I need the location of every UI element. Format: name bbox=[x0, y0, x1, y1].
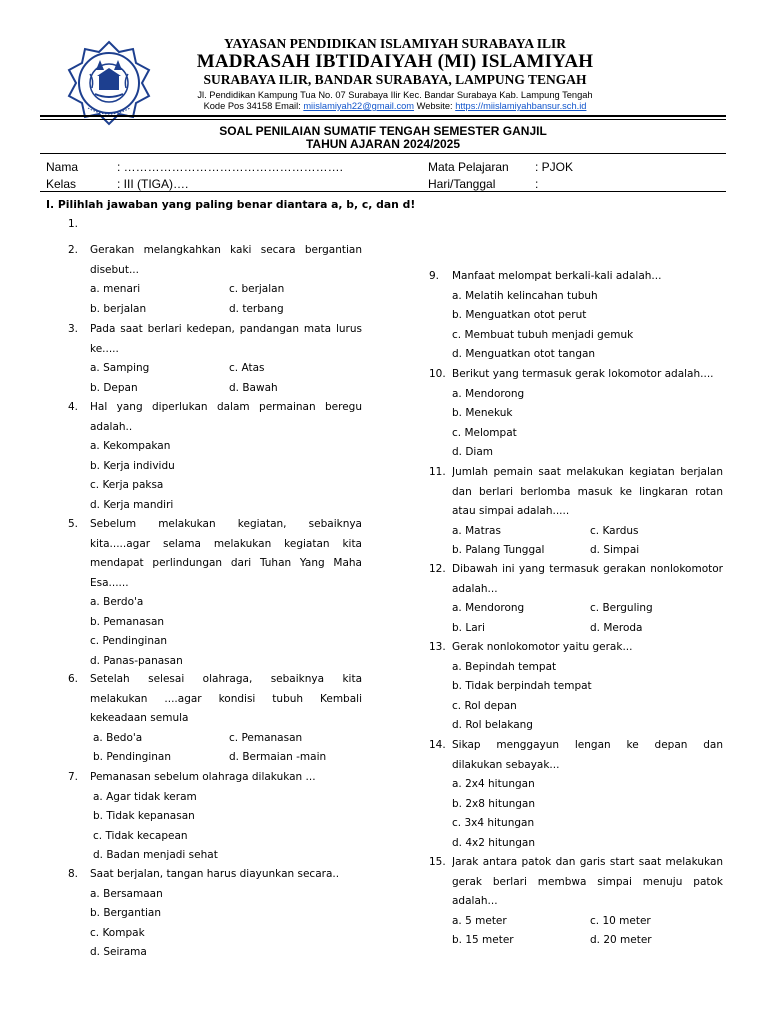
class-label: Kelas bbox=[46, 177, 77, 191]
answer-option[interactable]: d. Bermaian -main bbox=[229, 751, 327, 763]
answer-option[interactable]: d. Bawah bbox=[229, 381, 278, 394]
school-location: SURABAYA ILIR, BANDAR SURABAYA, LAMPUNG TENGAH bbox=[203, 72, 587, 87]
school-logo-icon bbox=[66, 40, 152, 126]
answer-option[interactable]: c. Melompat bbox=[452, 426, 517, 439]
question-text-line: melakukan ....agar kondisi tubuh Kembali bbox=[90, 692, 362, 705]
question-text-line: kekeadaan semula bbox=[90, 712, 189, 724]
answer-option[interactable]: c. Pemanasan bbox=[229, 731, 303, 744]
postal-code: Kode Pos 34158 Email: bbox=[203, 101, 304, 111]
answer-option[interactable]: a. Agar tidak keram bbox=[93, 790, 197, 803]
question-text-line: Gerakan melangkahkan kaki secara bergantian bbox=[90, 244, 362, 256]
question-text-line: atau simpai adalah..... bbox=[452, 505, 570, 517]
school-name: MADRASAH IBTIDAIYAH (MI) ISLAMIYAH bbox=[196, 51, 594, 72]
name-label: Nama bbox=[46, 160, 79, 174]
answer-option[interactable]: a. Samping bbox=[90, 362, 150, 374]
answer-option[interactable]: c. Rol depan bbox=[452, 699, 517, 712]
answer-option[interactable]: b. Menekuk bbox=[452, 407, 513, 419]
question-text-line: Manfaat melompat berkali-kali adalah... bbox=[452, 270, 662, 282]
answer-option[interactable]: d. Simpai bbox=[590, 544, 640, 556]
answer-option[interactable]: a. Mendorong bbox=[452, 602, 525, 614]
subject-value: : PJOK bbox=[535, 160, 574, 174]
answer-option[interactable]: c. Kerja paksa bbox=[90, 479, 164, 491]
exam-title: SOAL PENILAIAN SUMATIF TENGAH SEMESTER GANJIL bbox=[219, 124, 547, 138]
answer-option[interactable]: a. Bepindah tempat bbox=[452, 660, 557, 673]
question-number: 6. bbox=[68, 673, 79, 685]
question-text-line: Gerak nonlokomotor yaitu gerak... bbox=[452, 641, 633, 653]
question-text-line: Berikut yang termasuk gerak lokomotor adalah.... bbox=[452, 368, 714, 380]
question-number: 7. bbox=[68, 771, 79, 783]
question-text-line: Saat berjalan, tangan harus diayunkan secara.. bbox=[90, 868, 340, 880]
day-date-field[interactable]: : bbox=[535, 177, 539, 191]
question-text-line: Sebelum melakukan kegiatan, sebaiknya bbox=[90, 518, 362, 530]
question-text-line: Pemanasan sebelum olahraga dilakukan ... bbox=[90, 771, 316, 783]
question-number: 3. bbox=[68, 323, 79, 335]
question-text-line: Hal yang diperlukan dalam permainan beregu bbox=[90, 401, 362, 413]
question-text-line: dan berlari berlomba masuk ke lingkaran rotan bbox=[452, 485, 723, 498]
foundation-name: YAYASAN PENDIDIKAN ISLAMIYAH SURABAYA ILIR bbox=[223, 36, 567, 51]
meta-divider bbox=[40, 191, 726, 192]
question-number: 5. bbox=[68, 518, 79, 530]
answer-option[interactable]: b. Tidak kepanasan bbox=[93, 810, 195, 822]
answer-option[interactable]: b. berjalan bbox=[90, 302, 147, 315]
title-divider bbox=[40, 153, 726, 154]
answer-option[interactable]: b. Lari bbox=[452, 621, 485, 634]
question-text-line: adalah... bbox=[452, 895, 498, 907]
answer-option[interactable]: d. Seirama bbox=[90, 946, 147, 958]
subject-label: Mata Pelajaran bbox=[428, 160, 509, 174]
question-text-line: ke..... bbox=[90, 342, 119, 355]
answer-option[interactable]: b. Pendinginan bbox=[93, 751, 171, 763]
question-text-line: adalah.. bbox=[90, 420, 133, 433]
website-label: Website: bbox=[414, 101, 456, 111]
answer-option[interactable]: a. Mendorong bbox=[452, 387, 525, 400]
answer-option[interactable]: d. Kerja mandiri bbox=[90, 498, 174, 511]
answer-option[interactable]: b. Depan bbox=[90, 381, 138, 394]
answer-option[interactable]: b. 15 meter bbox=[452, 934, 514, 946]
question-number: 11. bbox=[429, 466, 446, 478]
answer-option[interactable]: d. Rol belakang bbox=[452, 719, 533, 731]
question-text-line: mendapat perlindungan dari Tuhan Yang Maha bbox=[90, 557, 362, 569]
question-text-line: Sikap menggayun lengan ke depan dan bbox=[452, 739, 723, 751]
answer-option[interactable]: b. Bergantian bbox=[90, 907, 162, 919]
answer-option[interactable]: a. menari bbox=[90, 283, 141, 295]
answer-option[interactable]: c. berjalan bbox=[229, 283, 285, 295]
answer-option[interactable]: c. Atas bbox=[229, 362, 265, 374]
answer-option[interactable]: a. Matras bbox=[452, 524, 501, 537]
answer-option[interactable]: d. Diam bbox=[452, 446, 494, 458]
answer-option[interactable]: c. Kardus bbox=[590, 524, 639, 537]
answer-option[interactable]: d. 20 meter bbox=[590, 934, 652, 946]
email-link[interactable]: miislamiyah22@gmail.com bbox=[303, 101, 415, 111]
question-text-line: disebut... bbox=[90, 263, 139, 276]
question-text-line: kita.....agar selama melakukan kegiatan kita bbox=[90, 537, 362, 550]
answer-option[interactable]: d. Meroda bbox=[590, 621, 643, 634]
name-field[interactable]: : ………………………………………………. bbox=[117, 160, 344, 174]
question-number: 4. bbox=[68, 401, 79, 413]
question-number: 8. bbox=[68, 868, 79, 880]
answer-option[interactable]: b. Tidak berpindah tempat bbox=[452, 680, 592, 692]
question-number: 13. bbox=[429, 641, 446, 653]
exam-year: TAHUN AJARAN 2024/2025 bbox=[305, 137, 461, 151]
answer-option[interactable]: c. Berguling bbox=[590, 602, 653, 614]
answer-option[interactable]: c. Membuat tubuh menjadi gemuk bbox=[452, 328, 634, 341]
answer-option[interactable]: c. 10 meter bbox=[590, 914, 651, 927]
answer-option[interactable]: b. Kerja individu bbox=[90, 459, 175, 472]
class-field[interactable]: : III (TIGA)…. bbox=[117, 177, 189, 191]
question-text-line: Dibawah ini yang termasuk gerakan nonlokomotor bbox=[452, 563, 723, 575]
answer-option[interactable]: d. Menguatkan otot tangan bbox=[452, 348, 596, 360]
answer-option[interactable]: b. Menguatkan otot perut bbox=[452, 309, 587, 321]
answer-option[interactable]: a. 2x4 hitungan bbox=[452, 778, 535, 790]
answer-option[interactable]: d. terbang bbox=[229, 302, 284, 315]
school-contact bbox=[160, 101, 630, 111]
letterhead-divider-thick bbox=[40, 115, 726, 117]
day-date-label: Hari/Tanggal bbox=[428, 177, 496, 191]
answer-option[interactable]: a. Melatih kelincahan tubuh bbox=[452, 289, 598, 302]
question-text-line: gerak berlari membwa simpai menuju patok bbox=[452, 875, 723, 888]
answer-option[interactable]: c. Tidak kecapean bbox=[93, 829, 188, 842]
question-text-line: Setelah selesai olahraga, sebaiknya kita bbox=[90, 673, 362, 685]
answer-option[interactable]: b. Pemanasan bbox=[90, 615, 165, 628]
question-number: 12. bbox=[429, 563, 446, 575]
question-text-line: Esa...... bbox=[90, 576, 129, 589]
answer-option[interactable]: a. Berdo'a bbox=[90, 596, 144, 608]
answer-option[interactable]: a. Kekompakan bbox=[90, 440, 171, 452]
question-number: 10. bbox=[429, 368, 446, 380]
letterhead-divider-thin bbox=[40, 119, 726, 120]
answer-option[interactable]: c. Pendinginan bbox=[90, 635, 168, 647]
question-number: 14. bbox=[429, 739, 446, 751]
section-instruction: I. Pilihlah jawaban yang paling benar diantara a, b, c, dan d! bbox=[46, 198, 416, 211]
question-text-line: Jumlah pemain saat melakukan kegiatan berjalan bbox=[452, 466, 723, 478]
answer-option[interactable]: a. Bedo'a bbox=[93, 731, 143, 744]
question-number: 2. bbox=[68, 244, 79, 256]
answer-option[interactable]: d. Badan menjadi sehat bbox=[93, 849, 218, 861]
school-address: Jl. Pendidikan Kampung Tua No. 07 Surabaya Ilir Kec. Bandar Surabaya Kab. Lampung Tengah bbox=[197, 90, 593, 100]
website-link[interactable]: https://miislamiyahbansur.sch.id bbox=[455, 101, 587, 111]
answer-option[interactable]: b. Palang Tunggal bbox=[452, 544, 545, 556]
question-text-line: adalah... bbox=[452, 582, 498, 595]
question-text-line: Pada saat berlari kedepan, pandangan mata lurus bbox=[90, 323, 362, 335]
question-number: 1. bbox=[68, 218, 79, 230]
answer-option[interactable]: b. 2x8 hitungan bbox=[452, 797, 536, 810]
question-text-line: Jarak antara patok dan garis start saat melakukan bbox=[452, 856, 723, 868]
question-text-line: dilakukan sebayak... bbox=[452, 758, 560, 771]
question-number: 15. bbox=[429, 856, 446, 868]
answer-option[interactable]: c. Kompak bbox=[90, 926, 145, 939]
answer-option[interactable]: d. Panas-panasan bbox=[90, 654, 183, 667]
question-number: 9. bbox=[429, 270, 440, 282]
answer-option[interactable]: a. Bersamaan bbox=[90, 887, 163, 900]
answer-option[interactable]: c. 3x4 hitungan bbox=[452, 817, 535, 829]
answer-option[interactable]: a. 5 meter bbox=[452, 914, 507, 927]
answer-option[interactable]: d. 4x2 hitungan bbox=[452, 836, 536, 849]
